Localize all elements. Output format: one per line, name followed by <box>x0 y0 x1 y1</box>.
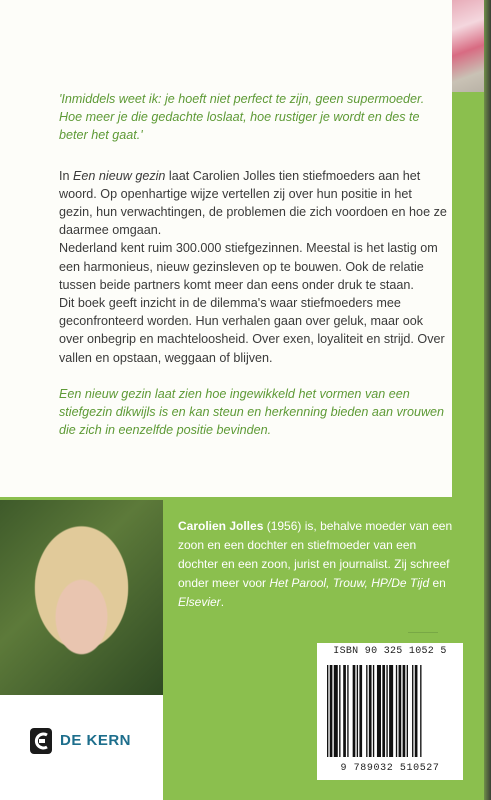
barcode-bars <box>327 665 457 757</box>
book-edge <box>484 0 491 800</box>
blurb-paragraph-3: Dit boek geeft inzicht in de dilemma's waar stiefmoeders mee geconfronteerd worden. Hun verhalen gaan over geluk, maar ook over onbegrip en machteloosheid. Over exen, loyaliteit en strijd. Over vallen en opstaan, weggaan of blijven. <box>59 296 445 365</box>
blurb-p4-rest: laat zien hoe ingewikkeld het vormen van een stiefgezin dikwijls is en kan steun en herkenning bieden aan vrouwen die zich in eenzelfde positie bevinden. <box>59 386 445 438</box>
blurb-text <box>59 90 447 439</box>
blurb-p1-intro: In <box>59 168 74 183</box>
barcode-box <box>317 643 463 780</box>
blurb-paragraph-2: Nederland kent ruim 300.000 stiefgezinnen. Meestal is het lastig om een harmonieus, nieuw gezinsleven op te bouwen. Ook de relatie tussen beide partners komt meer dan eens onder druk te staan. <box>59 241 438 292</box>
author-photo <box>0 500 163 695</box>
author-name: Carolien Jolles <box>178 519 264 533</box>
publisher-logo-box <box>0 695 163 800</box>
blurb-quote: 'Inmiddels weet ik: je hoeft niet perfect te zijn, geen supermoeder. Hoe meer je die gedachte loslaat, hoe rustiger je wordt en des te beter het gaat.' <box>59 92 425 143</box>
bio-last-publication: Elsevier <box>178 595 221 609</box>
ean-number: 9 789032 510527 <box>340 763 440 774</box>
publisher-name: DE KERN <box>60 732 132 749</box>
blurb-paragraph-4 <box>59 385 447 440</box>
isbn-number: ISBN 90 325 1052 5 <box>333 646 447 657</box>
bio-end: . <box>220 595 225 609</box>
bio-and: en <box>429 576 446 590</box>
author-bio <box>178 517 458 612</box>
book-title-italic: Een nieuw gezin <box>73 168 166 183</box>
publisher-logo-icon <box>30 728 52 754</box>
faint-mark <box>408 632 438 639</box>
blurb-paragraph-1 <box>59 167 447 240</box>
bio-text: (1956) is, behalve moeder van een zoon en een dochter en stiefmoeder van een dochter en een zoon, jurist en journalist. Zij schreef onder meer voor <box>178 519 453 590</box>
blurb-p1-rest: laat Carolien Jolles tien stiefmoeders aan het woord. Op openhartige wijze vertellen zij over hun positie in het gezin, hun verwachtingen, de problemen die zich voordoen en hoe ze daarmee omgaan. <box>59 168 447 238</box>
bio-publications: Het Parool, Trouw, HP/De Tijd <box>269 576 430 590</box>
book-title-green: Een nieuw gezin <box>59 386 152 401</box>
cover-photo-strip <box>448 0 484 92</box>
